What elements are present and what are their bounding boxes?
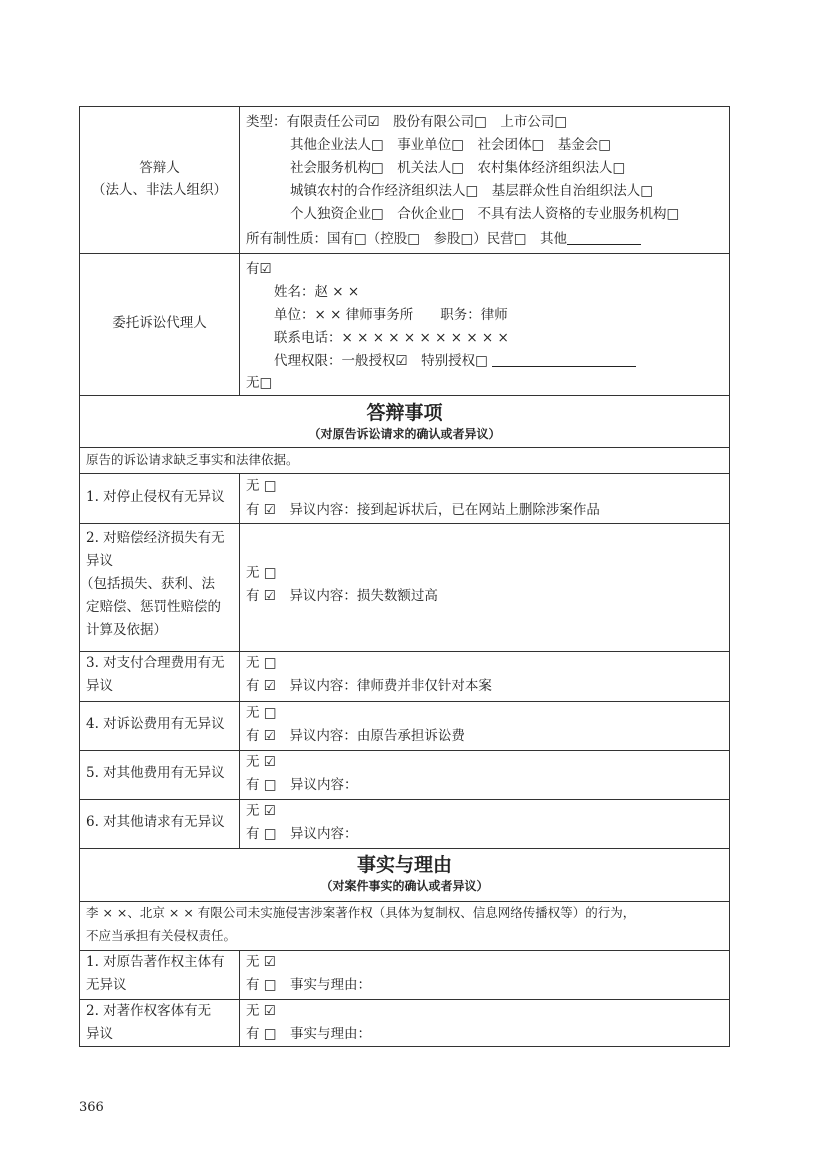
defense-item-label: 1. 对停止侵权有无异议 — [86, 489, 225, 505]
row-divider — [80, 701, 729, 702]
defense-item-yes: 有 □ 异议内容： — [246, 777, 358, 793]
respondent-type-line: 类型：有限责任公司☑ 股份有限公司□ 上市公司□ — [246, 114, 568, 130]
defense-item-label: 异议 — [86, 553, 113, 569]
row-divider — [80, 473, 729, 474]
agent-has: 有☑ — [246, 261, 272, 277]
defense-item-yes: 有 ☑ 异议内容：损失数额过高 — [246, 588, 438, 604]
respondent-type-line: 城镇农村的合作经济组织法人□ 基层群众性自治组织法人□ — [290, 183, 654, 199]
defense-item-yes: 有 □ 异议内容： — [246, 826, 358, 842]
defense-item-no: 无 □ — [246, 655, 277, 671]
defense-item-yes: 有 ☑ 异议内容：接到起诉状后，已在网站上删除涉案作品 — [246, 502, 600, 518]
row-divider — [80, 651, 729, 652]
defense-item-no: 无 ☑ — [246, 803, 276, 819]
agent-name: 姓名：赵 × × — [274, 284, 360, 300]
defense-form-table — [79, 106, 730, 1047]
ownership-line — [246, 229, 641, 249]
defense-item-no: 无 □ — [246, 565, 277, 581]
facts-subtitle: （对案件事实的确认或者异议） — [320, 879, 489, 893]
defense-item-no: 无 □ — [246, 478, 277, 494]
row-divider — [80, 447, 729, 448]
facts-item-label: 无异议 — [86, 977, 127, 993]
respondent-type-line: 个人独资企业□ 合伙企业□ 不具有法人资格的专业服务机构□ — [290, 206, 680, 222]
defense-summary: 原告的诉讼请求缺乏事实和法律依据。 — [86, 452, 299, 467]
defense-item-label: 异议 — [86, 678, 113, 694]
column-divider — [239, 473, 240, 849]
agent-phone: 联系电话：× × × × × × × × × × × — [274, 330, 509, 346]
ownership-text: 所有制性质：国有□（控股□ 参股□）民营□ 其他 — [246, 231, 568, 247]
facts-item-label: 1. 对原告著作权主体有 — [86, 954, 225, 970]
row-divider — [80, 523, 729, 524]
defense-item-label: 计算及依据） — [86, 622, 167, 638]
respondent-type-line: 其他企业法人□ 事业单位□ 社会团体□ 基金会□ — [290, 137, 612, 153]
defense-subtitle: （对原告诉讼请求的确认或者异议） — [308, 427, 501, 441]
defense-item-label: 2. 对赔偿经济损失有无 — [86, 530, 225, 546]
row-divider — [80, 253, 729, 254]
column-divider — [239, 107, 240, 395]
defense-item-label: （包括损失、获利、法 — [80, 576, 215, 592]
defense-item-yes: 有 ☑ 异议内容：由原告承担诉讼费 — [246, 728, 465, 744]
defense-item-no: 无 □ — [246, 705, 277, 721]
respondent-type-line: 社会服务机构□ 机关法人□ 农村集体经济组织法人□ — [290, 160, 626, 176]
defense-item-label: 6. 对其他请求有无异议 — [86, 814, 225, 830]
row-divider — [80, 999, 729, 1000]
defense-item-label: 5. 对其他费用有无异议 — [86, 765, 225, 781]
facts-item-no: 无 ☑ — [246, 954, 276, 970]
agent-authority-line — [274, 351, 636, 371]
column-divider — [239, 950, 240, 1047]
facts-item-no: 无 ☑ — [246, 1003, 276, 1019]
agent-none: 无□ — [246, 375, 273, 391]
row-divider — [80, 750, 729, 751]
agent-label: 委托诉讼代理人 — [112, 315, 207, 331]
facts-item-label: 2. 对著作权客体有无 — [86, 1003, 212, 1019]
row-divider — [80, 950, 729, 951]
agent-authority: 代理权限：一般授权☑ 特别授权□ — [274, 353, 488, 369]
special-authority-blank — [492, 352, 636, 367]
agent-unit: 单位：× × 律师事务所 职务：律师 — [274, 307, 508, 323]
defense-item-no: 无 ☑ — [246, 754, 276, 770]
defense-item-yes: 有 ☑ 异议内容：律师费并非仅针对本案 — [246, 678, 492, 694]
facts-summary: 李 × ×、北京 × × 有限公司未实施侵害涉案著作权（具体为复制权、信息网络传播权等）的行为， — [86, 905, 636, 920]
facts-summary: 不应当承担有关侵权责任。 — [86, 928, 237, 943]
row-divider — [80, 901, 729, 902]
facts-item-yes: 有 □ 事实与理由： — [246, 977, 372, 993]
facts-item-yes: 有 □ 事实与理由： — [246, 1026, 372, 1042]
page-number: 366 — [79, 1100, 104, 1115]
defense-item-label: 3. 对支付合理费用有无 — [86, 655, 225, 671]
respondent-sublabel: （法人、非法人组织） — [92, 182, 227, 198]
facts-title: 事实与理由 — [356, 854, 452, 876]
row-divider — [80, 395, 729, 396]
respondent-label: 答辩人 — [139, 160, 180, 176]
other-blank — [567, 230, 641, 245]
defense-title: 答辩事项 — [366, 402, 443, 424]
defense-item-label: 定赔偿、惩罚性赔偿的 — [86, 599, 221, 615]
facts-item-label: 异议 — [86, 1026, 113, 1042]
row-divider — [80, 799, 729, 800]
row-divider — [80, 848, 729, 849]
defense-item-label: 4. 对诉讼费用有无异议 — [86, 716, 225, 732]
